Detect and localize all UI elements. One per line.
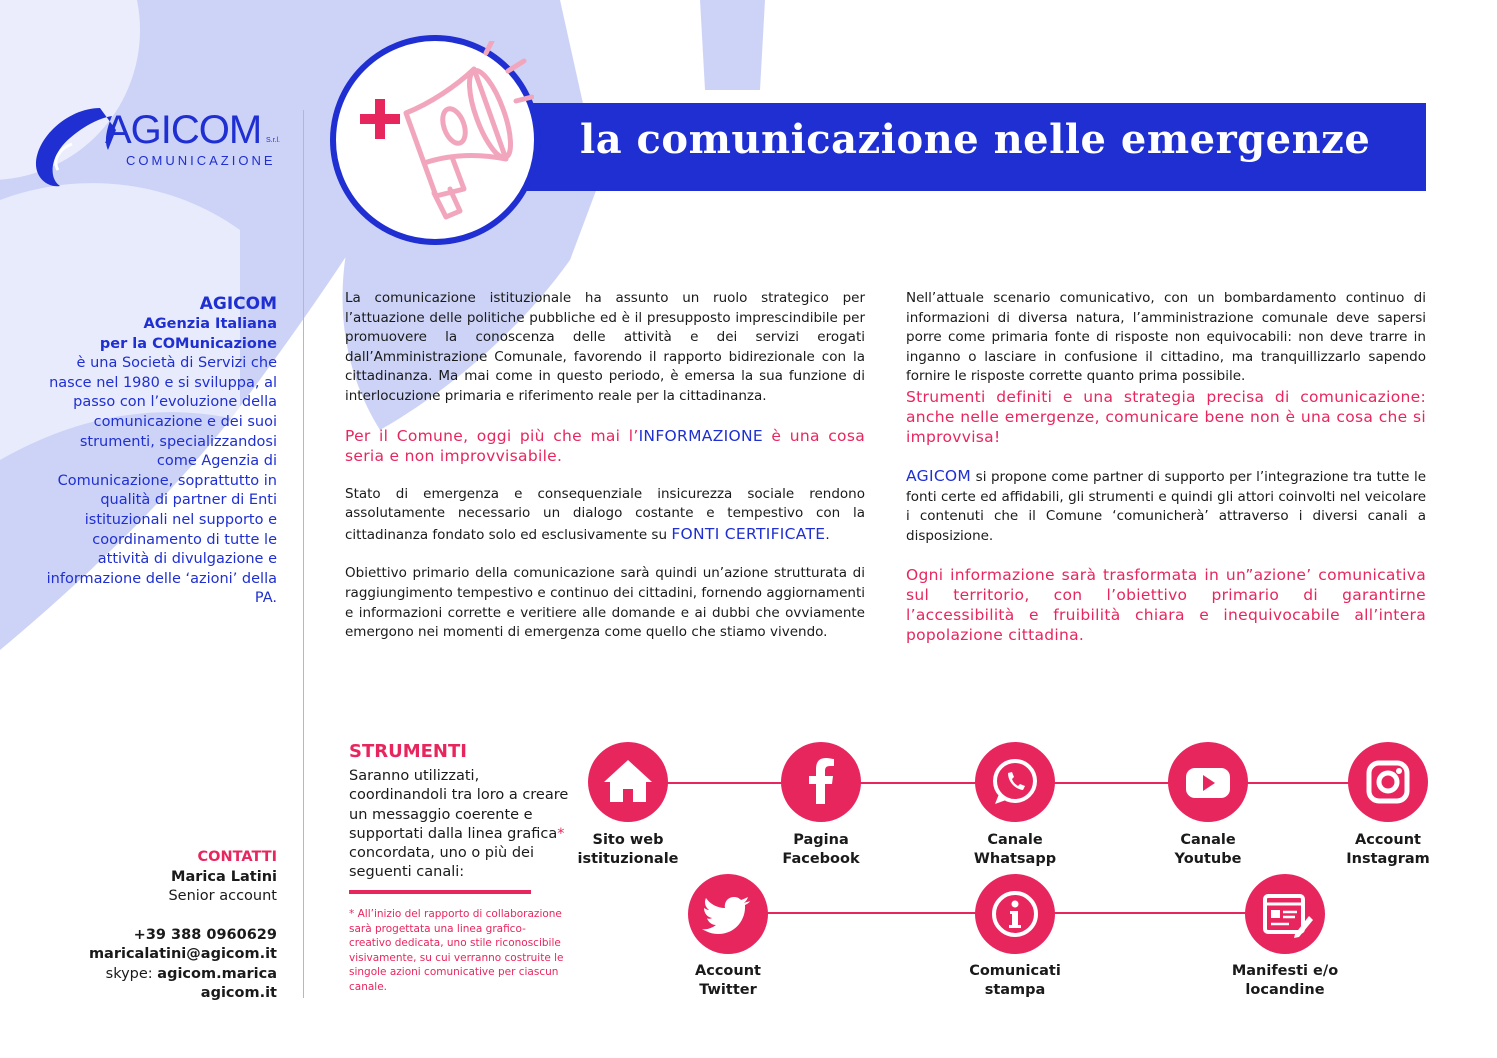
tools-text-a: Saranno utilizzati, coordinandoli tra loro a creare un messaggio coerente e supportati dalla linea grafica bbox=[349, 768, 569, 842]
tools-title: STRUMENTI bbox=[349, 741, 467, 762]
channel-label-twitter bbox=[653, 962, 803, 1000]
channel-line1: Account bbox=[1355, 832, 1421, 848]
skype-handle[interactable]: agicom.marica bbox=[157, 965, 277, 982]
left-column bbox=[345, 289, 865, 643]
sidebar-line2: per la COMunicazione bbox=[99, 335, 277, 352]
channel-line1: Canale bbox=[987, 832, 1043, 848]
page-title: la comunicazione nelle emergenze bbox=[580, 116, 1371, 163]
channel-line1: Manifesti e/o bbox=[1231, 963, 1339, 979]
logo-suffix: S.r.l. bbox=[266, 137, 281, 144]
certified-sources-emphasis: FONTI CERTIFICATE bbox=[671, 524, 826, 543]
skype-label: skype: bbox=[105, 965, 158, 982]
paragraph-2-text: Stato di emergenza e consequenziale insicurezza sociale rendono assolutamente necessario un dialogo costante e tempestivo con la cittadinanza fondato solo ed esclusivamente su bbox=[345, 485, 865, 543]
highlight-part-a: Per il Comune, oggi più che mai l’ bbox=[345, 426, 639, 445]
poster-icon[interactable] bbox=[1245, 874, 1325, 954]
contact-person: Marica Latini bbox=[171, 868, 277, 885]
left-highlight bbox=[345, 426, 865, 466]
right-paragraph-2 bbox=[906, 466, 1426, 546]
channel-label-facebook bbox=[746, 831, 896, 869]
channel-line1: Account bbox=[695, 963, 761, 979]
highlight-keyword: INFORMAZIONE bbox=[638, 426, 763, 445]
instagram-icon[interactable] bbox=[1348, 742, 1428, 822]
channel-line1: Sito web bbox=[592, 832, 664, 848]
whatsapp-icon[interactable] bbox=[975, 742, 1055, 822]
right-highlight-2: Ogni informazione sarà trasformata in un”azione’ comunicativa sul territorio, con l’obiettivo primario di garantirne l’accessibilità e fruibilità chiara e inequivocabile all’intera popolazione cittadina. bbox=[906, 566, 1426, 645]
contact-role: Senior account bbox=[168, 888, 277, 904]
left-paragraph-2 bbox=[345, 485, 865, 546]
logo-name: AGICOM bbox=[105, 108, 262, 152]
channel-line1: Pagina bbox=[793, 832, 849, 848]
contact-phone[interactable]: +39 388 0960629 bbox=[133, 926, 277, 943]
right-column bbox=[906, 289, 1426, 645]
sidebar-line1: AGenzia Italiana bbox=[143, 316, 277, 332]
right-highlight-1: Strumenti definiti e una strategia precisa di comunicazione: anche nelle emergenze, comunicare bene non è una cosa che si improvvisa! bbox=[906, 387, 1426, 446]
channel-label-website bbox=[553, 831, 703, 869]
brand-mention: AGICOM bbox=[906, 466, 972, 485]
sidebar-description: è una Società di Servizi che nasce nel 1980 e si sviluppa, al passo con l’evoluzione della comunicazione e dei suoi strumenti, specializzandosi come Agenzia di Comunicazione, soprattutto in qualità di partner di Enti istituzionali nel supporto e coordinamento di tutte le attività di divulgazione e informazione delle ‘azioni’ della PA. bbox=[46, 355, 277, 607]
contacts-heading: CONTATTI bbox=[197, 849, 277, 865]
paragraph-2-text: si propone come partner di supporto per l’integrazione tra tutte le fonti certe ed affidabili, gli strumenti e quindi gli attori coinvolti nel veicolare i contenuti che il Comune ‘comunicherà’ attraverso i diversi canali a disposizione. bbox=[906, 468, 1426, 544]
channel-line1: Canale bbox=[1180, 832, 1236, 848]
logo-subtitle: COMUNICAZIONE bbox=[126, 153, 276, 168]
highlight-part-c: è una cosa seria e non improvvisabile. bbox=[345, 426, 865, 465]
tools-text-b: concordata, uno o più dei seguenti canali: bbox=[349, 845, 534, 881]
channel-line2: locandine bbox=[1245, 982, 1325, 998]
contact-website[interactable]: agicom.it bbox=[200, 985, 277, 1001]
youtube-icon[interactable] bbox=[1168, 742, 1248, 822]
channel-line2: Facebook bbox=[782, 851, 860, 867]
channel-label-whatsapp bbox=[940, 831, 1090, 869]
tools-asterisk: * bbox=[557, 825, 565, 842]
channel-line2: Twitter bbox=[699, 982, 757, 998]
channel-label-posters bbox=[1210, 962, 1360, 1000]
facebook-icon[interactable] bbox=[781, 742, 861, 822]
channel-line2: stampa bbox=[984, 982, 1046, 998]
twitter-icon[interactable] bbox=[688, 874, 768, 954]
sidebar-company-name: AGICOM bbox=[199, 294, 277, 314]
tools-description bbox=[349, 767, 569, 883]
contacts-block bbox=[40, 848, 277, 1004]
tools-underline bbox=[349, 890, 531, 894]
channel-label-youtube bbox=[1133, 831, 1283, 869]
sidebar-intro bbox=[40, 293, 277, 609]
channel-line2: Instagram bbox=[1346, 851, 1430, 867]
home-icon[interactable] bbox=[588, 742, 668, 822]
right-paragraph-1: Nell’attuale scenario comunicativo, con un bombardamento continuo di informazioni di diversa natura, l’amministrazione comunale deve sapersi porre come primaria fonte di risposte non equivocabili: non deve trarre in inganno o lasciare in confusione il cittadino, ma tranquillizzarlo sapendo fornire le risposte corrette quanto prima possibile. bbox=[906, 290, 1426, 385]
vertical-divider bbox=[303, 110, 304, 998]
channel-label-instagram bbox=[1313, 831, 1463, 869]
contact-skype bbox=[40, 965, 277, 985]
channel-line1: Comunicati bbox=[969, 963, 1061, 979]
left-paragraph-3: Obiettivo primario della comunicazione sarà quindi un’azione strutturata di raggiungimento tempestivo e continuo dei cittadini, fornendo aggiornamenti e informazioni corrette e veritiere alle domande e ai dubbi che ovviamente emergono nei momenti di emergenza come quello che stiamo vivendo. bbox=[345, 565, 865, 641]
left-paragraph-1: La comunicazione istituzionale ha assunto un ruolo strategico per l’attuazione delle politiche pubbliche ed è il presupposto imprescindibile per promuovere la conoscenza delle attività e dei servizi erogati dall’Amministrazione Comunale, favorendo il rapporto bidirezionale con la cittadinanza. Ma mai come in questo periodo, è emersa la sua funzione di interlocuzione primaria e riferimento reale per la cittadinanza. bbox=[345, 290, 865, 404]
megaphone-icon bbox=[336, 41, 534, 239]
channel-line2: Whatsapp bbox=[973, 851, 1057, 867]
channel-line2: istituzionale bbox=[577, 851, 679, 867]
channel-label-press bbox=[940, 962, 1090, 1000]
tools-footnote: * All’inizio del rapporto di collaborazione sarà progettata una linea grafico-creativo dedicata, uno stile riconoscibile visivamente, su cui verranno costruite le singole azioni comunicative per ciascun canale. bbox=[349, 908, 564, 993]
emblem-circle bbox=[330, 35, 540, 245]
contact-email[interactable]: maricalatini@agicom.it bbox=[88, 946, 277, 962]
paragraph-2-end: . bbox=[825, 526, 830, 543]
info-icon[interactable] bbox=[975, 874, 1055, 954]
channel-line2: Youtube bbox=[1174, 851, 1242, 867]
